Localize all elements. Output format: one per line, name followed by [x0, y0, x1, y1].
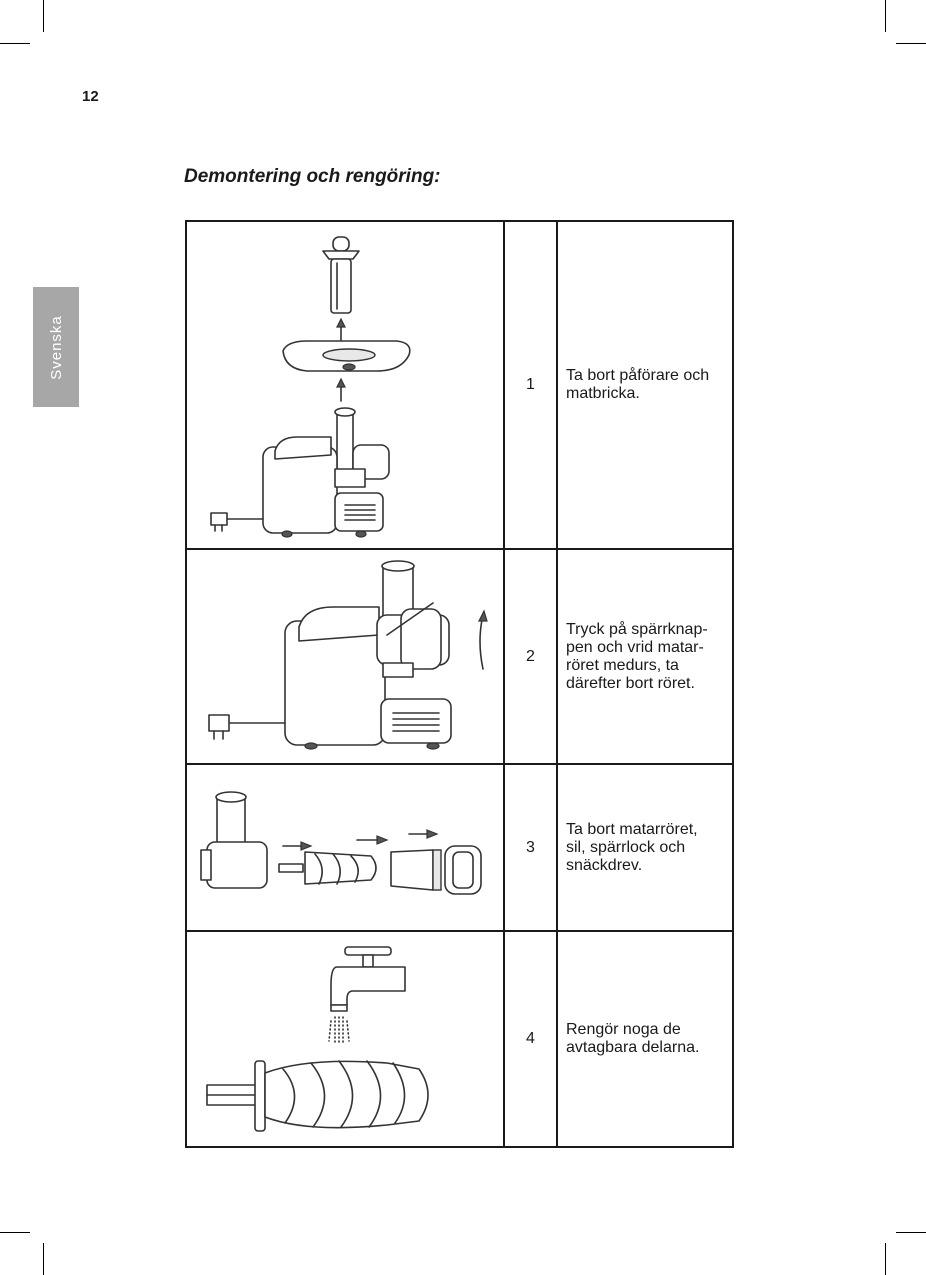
- steps-table: [185, 220, 734, 1148]
- crop-mark: [43, 0, 44, 32]
- crop-mark: [43, 1243, 44, 1275]
- water-spray: [329, 1017, 349, 1045]
- crop-mark: [885, 0, 886, 32]
- crop-mark: [896, 1232, 926, 1233]
- juicer-rotate-tube-illustration: [187, 551, 503, 762]
- step-4-number: 4: [504, 931, 557, 1147]
- step-1-illustration-cell: [186, 221, 504, 549]
- step-1-number: 1: [504, 221, 557, 549]
- juicer-disassembly-illustration: [187, 223, 503, 547]
- step-4-text-cell: [557, 931, 733, 1147]
- juicer-parts-exploded-illustration: [187, 766, 503, 929]
- step-2-number: 2: [504, 549, 557, 764]
- step-2-text-cell: [557, 549, 733, 764]
- crop-mark: [896, 43, 926, 44]
- crop-mark: [0, 43, 30, 44]
- page-number: 12: [82, 88, 99, 105]
- step-1-instruction: Ta bort påförare och matbricka.: [566, 367, 710, 402]
- step-3-text-cell: [557, 764, 733, 931]
- language-tab: [33, 287, 79, 407]
- step-4-instruction: Rengör noga de avtagbara delarna.: [566, 1021, 700, 1056]
- section-title: Demontering och rengöring:: [184, 166, 441, 187]
- step-1-text-cell: [557, 221, 733, 549]
- step-row-2: [186, 549, 733, 764]
- step-3-instruction: Ta bort matarröret, sil, spärrlock och snäckdrev.: [566, 820, 698, 874]
- auger-rinse-illustration: [187, 933, 503, 1145]
- step-4-illustration-cell: [186, 931, 504, 1147]
- step-row-1: [186, 221, 733, 549]
- step-2-instruction: Tryck på spärrknap- pen och vrid matar- röret medurs, ta därefter bort röret.: [566, 620, 708, 692]
- step-3-number: 3: [504, 764, 557, 931]
- step-2-illustration-cell: [186, 549, 504, 764]
- language-tab-label: Svenska: [47, 314, 65, 380]
- crop-mark: [0, 1232, 30, 1233]
- step-row-4: [186, 931, 733, 1147]
- crop-mark: [885, 1243, 886, 1275]
- step-row-3: [186, 764, 733, 931]
- step-3-illustration-cell: [186, 764, 504, 931]
